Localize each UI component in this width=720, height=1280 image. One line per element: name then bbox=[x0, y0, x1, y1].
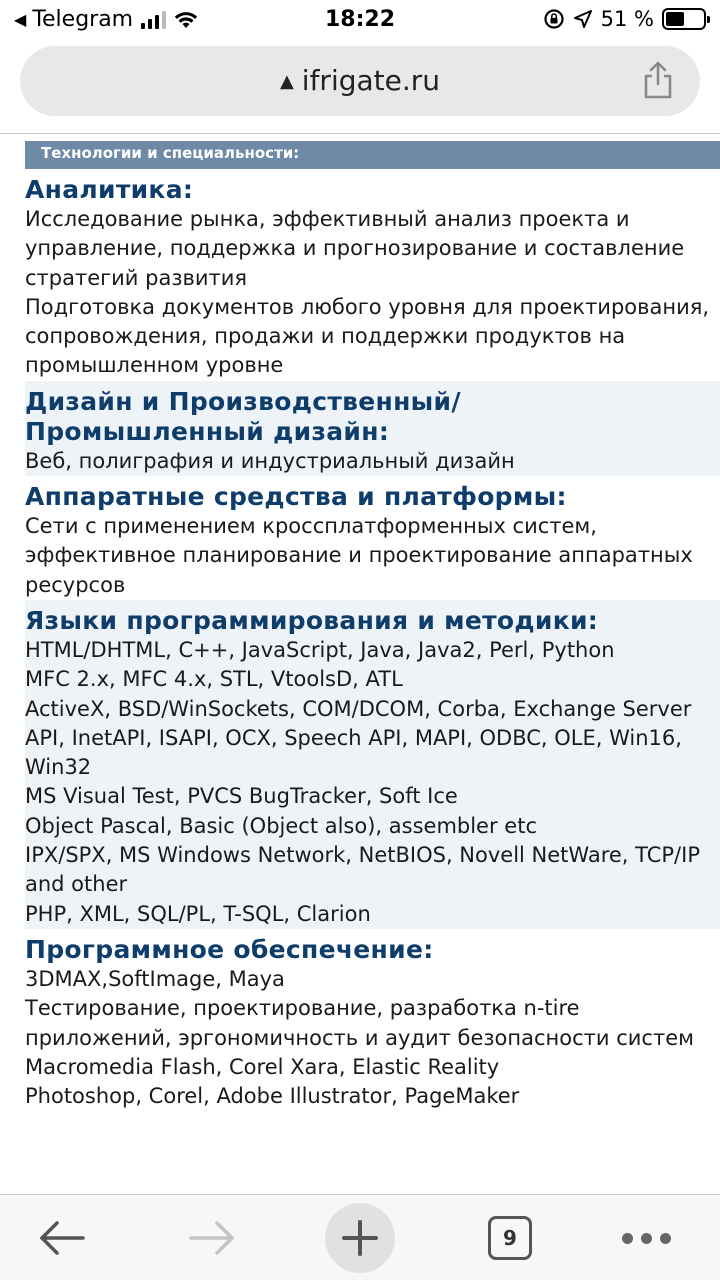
category-title: Дизайн и Производственный/ Промышленный дизайн: bbox=[25, 386, 461, 446]
plus-icon bbox=[325, 1203, 395, 1273]
page-content bbox=[25, 141, 720, 1111]
tabs-button[interactable] bbox=[486, 1195, 534, 1280]
category-line: MS Visual Test, PVCS BugTracker, Soft Ice bbox=[25, 784, 458, 809]
location-arrow-icon bbox=[573, 9, 593, 29]
category-line: Object Pascal, Basic (Object also), assembler etc bbox=[25, 813, 537, 838]
category-line: Сети с применением кроссплатформенных систем, эффективное планирование и проектирование аппаратных ресурсов bbox=[25, 514, 693, 597]
more-menu-button[interactable] bbox=[618, 1195, 674, 1280]
clock: 18:22 bbox=[324, 7, 396, 32]
category-title: Аппаратные средства и платформы: bbox=[25, 482, 567, 512]
category-line: Тестирование, проектирование, разработка n-tire приложений, эргономичность и аудит безопасности систем bbox=[25, 996, 694, 1050]
category-title: Языки программирования и методики: bbox=[25, 605, 599, 635]
not-secure-warning-icon: ▲ bbox=[279, 71, 294, 92]
category-line: ActiveX, BSD/WinSockets, COM/DCOM, Corba, Exchange Server API, InetAPI, ISAPI, OCX, Speech API, MAPI, ODBC, OLE, Win16, Win32 bbox=[25, 696, 692, 780]
share-icon[interactable] bbox=[640, 60, 676, 100]
category-line: Подготовка документов любого уровня для проектирования, сопровождения, продажи и поддержки продуктов на промышленном уровне bbox=[25, 294, 710, 378]
back-button[interactable] bbox=[30, 1195, 94, 1280]
category-line: 3DMAX,SoftImage, Maya bbox=[25, 966, 285, 991]
category-hardware bbox=[25, 476, 720, 600]
arrow-left-icon bbox=[37, 1220, 87, 1256]
screen-lock-icon bbox=[543, 8, 565, 30]
category-line: MFC 2.x, MFC 4.x, STL, VtoolsD, ATL bbox=[25, 667, 403, 692]
url-display[interactable] bbox=[20, 64, 700, 97]
status-bar bbox=[0, 0, 720, 40]
browser-toolbar bbox=[0, 1194, 720, 1280]
new-tab-button[interactable] bbox=[325, 1195, 395, 1280]
battery-fill bbox=[666, 12, 684, 26]
category-line: IPX/SPX, MS Windows Network, NetBIOS, Novell NetWare, TCP/IP and other bbox=[25, 843, 700, 897]
arrow-right-icon bbox=[187, 1220, 237, 1256]
forward-button[interactable] bbox=[180, 1195, 244, 1280]
battery-percent: 51 % bbox=[600, 7, 654, 31]
back-triangle-icon: ◀ bbox=[14, 10, 27, 29]
battery-icon bbox=[662, 8, 706, 30]
tab-count-icon: 9 bbox=[488, 1216, 532, 1260]
category-analytics bbox=[25, 169, 720, 381]
address-bar[interactable] bbox=[20, 46, 700, 116]
more-dots-icon bbox=[622, 1233, 671, 1244]
category-software bbox=[25, 929, 720, 1111]
category-line: PHP, XML, SQL/PL, T-SQL, Clarion bbox=[25, 901, 371, 926]
category-line: Photoshop, Corel, Adobe Illustrator, PageMaker bbox=[25, 1084, 520, 1109]
section-header: Технологии и специальности: bbox=[25, 141, 720, 169]
category-programming bbox=[25, 600, 720, 929]
category-line: Macromedia Flash, Corel Xara, Elastic Reality bbox=[25, 1054, 500, 1079]
category-line: Исследование рынка, эффективный анализ проекта и управление, поддержка и прогнозирование и составление стратегий развития bbox=[25, 207, 685, 290]
category-title: Программное обеспечение: bbox=[25, 934, 434, 964]
category-title: Аналитика: bbox=[25, 175, 194, 204]
back-app-label: Telegram bbox=[32, 7, 134, 32]
category-line: HTML/DHTML, C++, JavaScript, Java, Java2, Perl, Python bbox=[25, 637, 615, 662]
address-bar-divider bbox=[0, 133, 720, 134]
category-line: Веб, полиграфия и индустриальный дизайн bbox=[25, 448, 515, 473]
category-design bbox=[25, 381, 720, 476]
url-text: ifrigate.ru bbox=[301, 64, 441, 97]
status-right bbox=[543, 7, 706, 31]
